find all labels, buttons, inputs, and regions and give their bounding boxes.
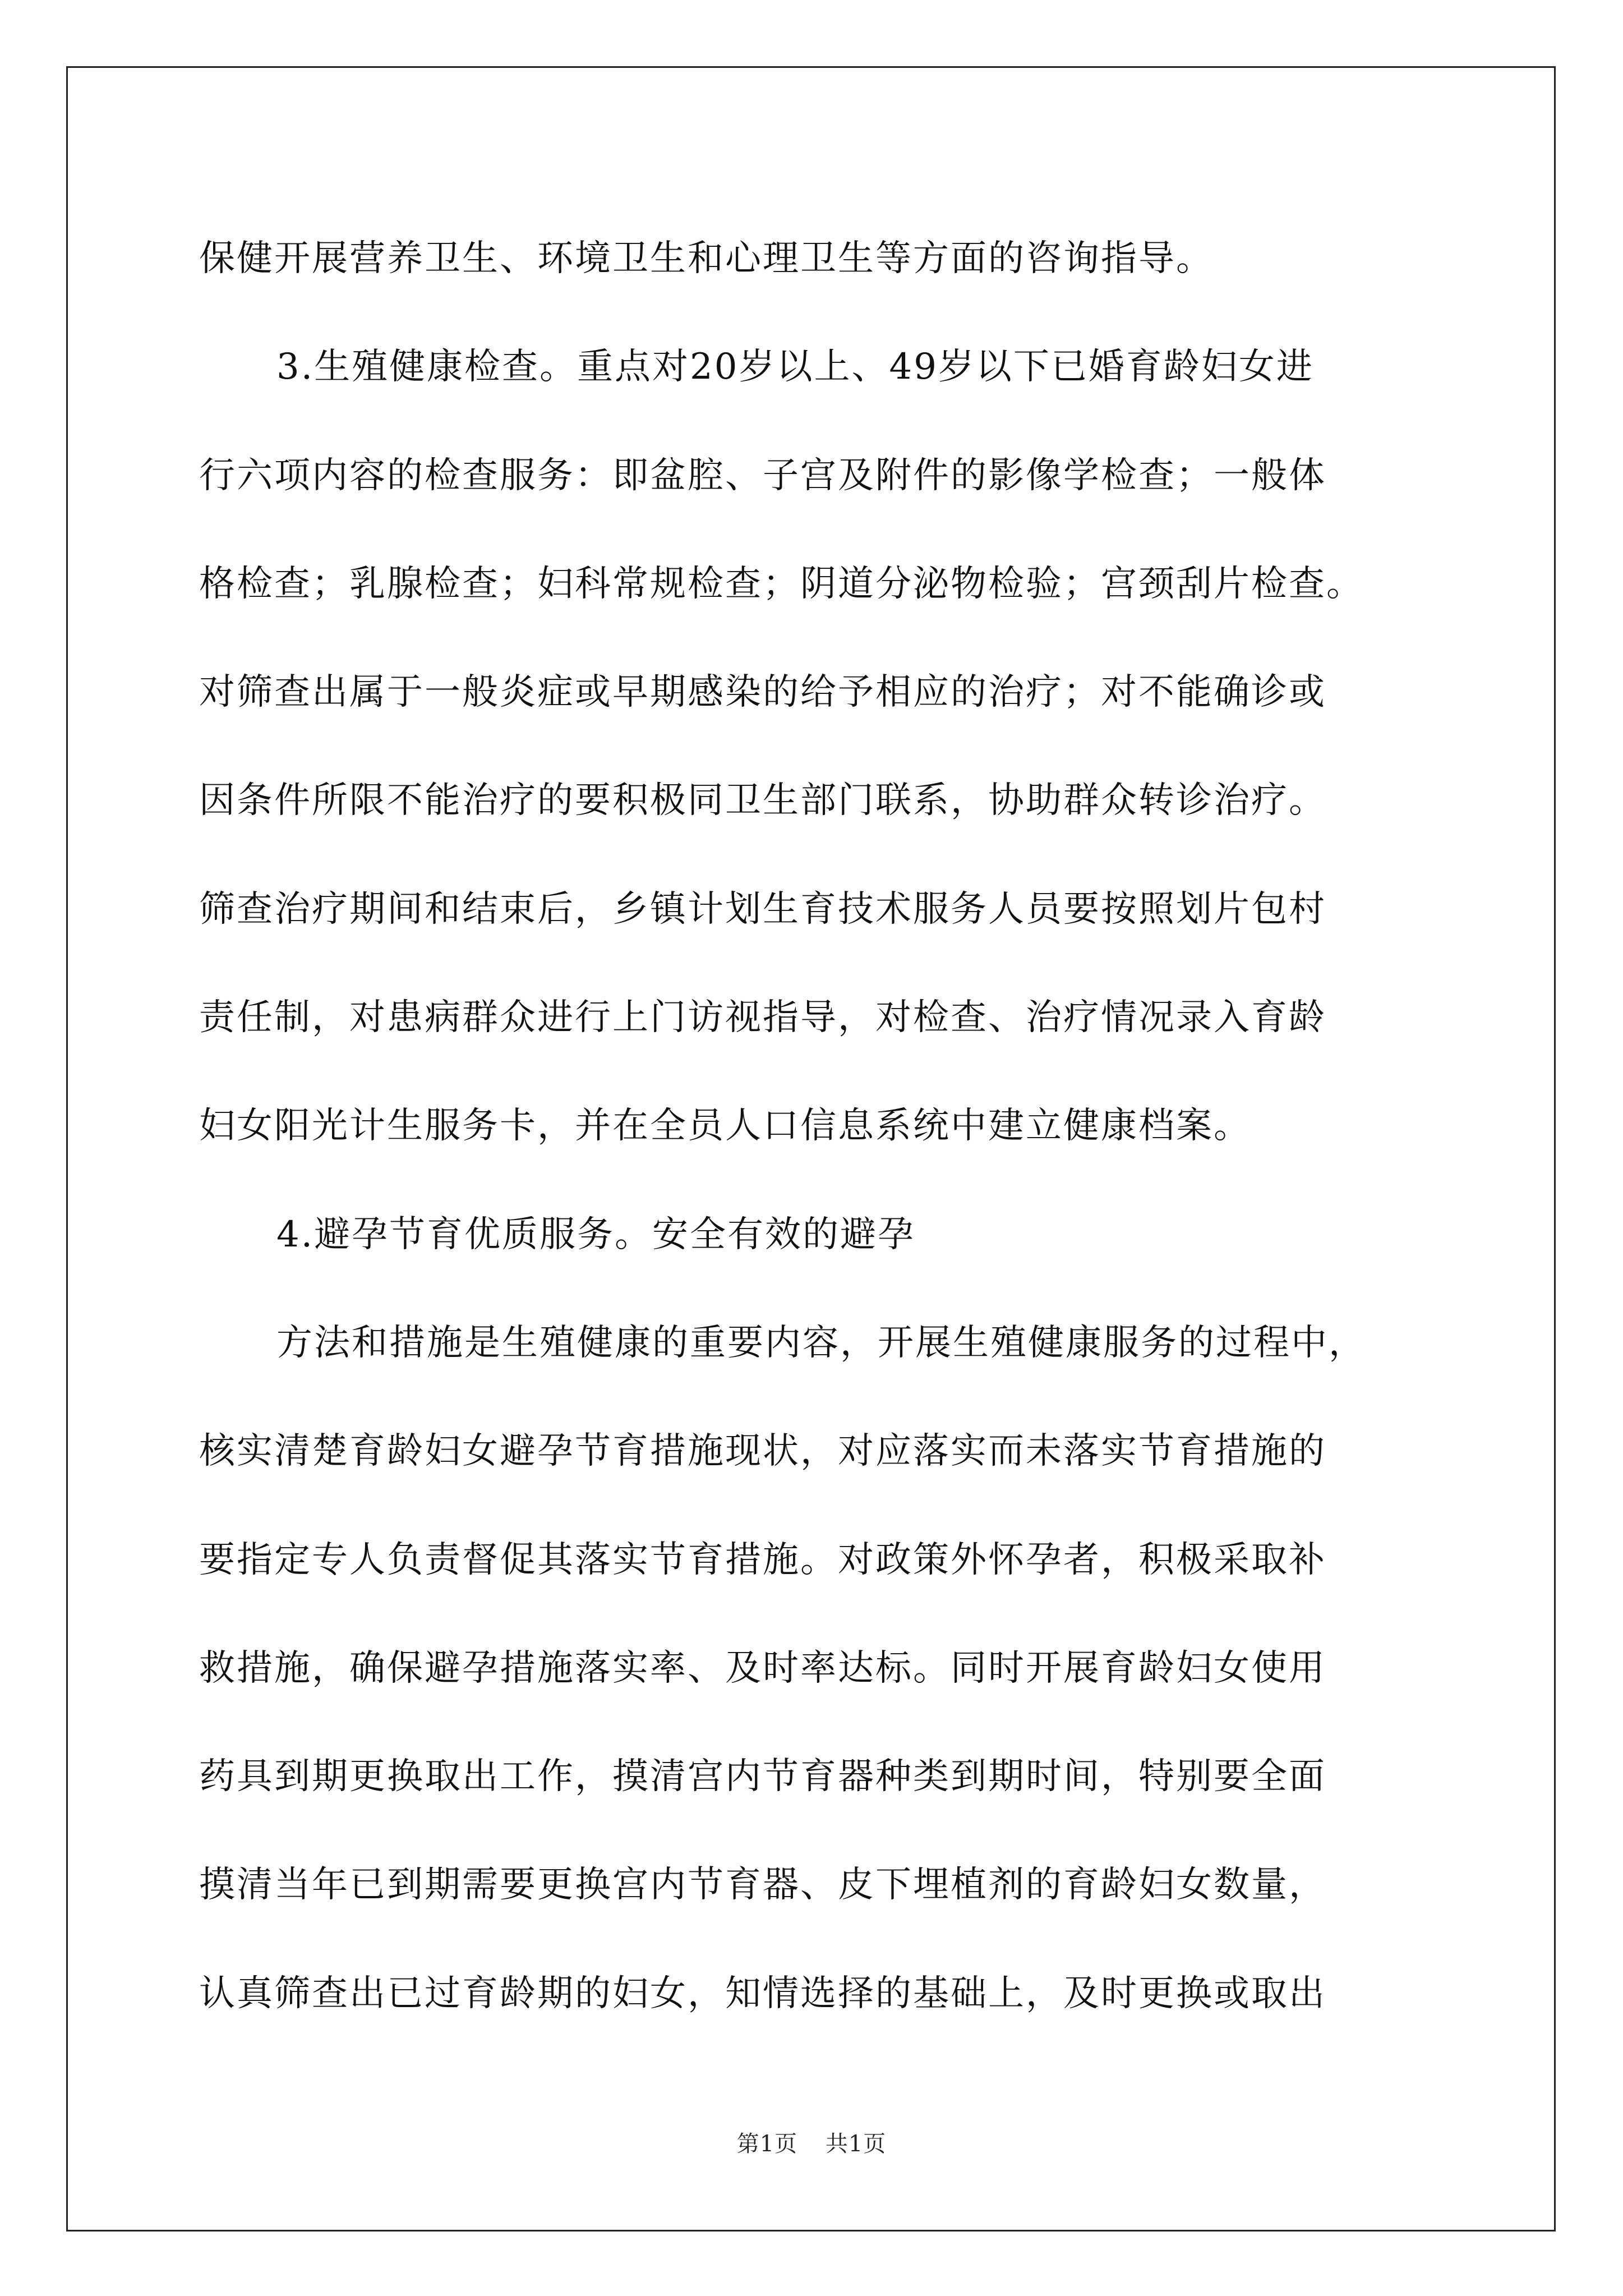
text-line: 摸清当年已到期需要更换宫内节育器、皮下埋植剂的育龄妇女数量， — [199, 1864, 1326, 1906]
page-total: 共1页 — [825, 2131, 887, 2157]
text-line: 药具到期更换取出工作，摸清宫内节育器种类到期时间，特别要全面 — [199, 1756, 1326, 1798]
text-line: 认真筛查出已过育龄期的妇女，知情选择的基础上，及时更换或取出 — [199, 1972, 1326, 2014]
text-line: 妇女阳光计生服务卡，并在全员人口信息系统中建立健康档案。 — [199, 1105, 1251, 1147]
text-line: 保健开展营养卫生、环境卫生和心理卫生等方面的咨询指导。 — [199, 238, 1214, 279]
text-line: 核实清楚育龄妇女避孕节育措施现状，对应落实而未落实节育措施的 — [199, 1430, 1326, 1473]
text-line: 责任制，对患病群众进行上门访视指导，对检查、治疗情况录入育龄 — [199, 997, 1326, 1039]
text-line: 要指定专人负责督促其落实节育措施。对政策外怀孕者，积极采取补 — [199, 1539, 1326, 1581]
document-body — [199, 205, 1441, 2048]
text-line: 4.避孕节育优质服务。安全有效的避孕 — [276, 1213, 916, 1255]
text-line: 行六项内容的检查服务：即盆腔、子宫及附件的影像学检查；一般体 — [199, 454, 1326, 496]
text-line: 方法和措施是生殖健康的重要内容，开展生殖健康服务的过程中， — [276, 1322, 1366, 1364]
text-line: 因条件所限不能治疗的要积极同卫生部门联系，协助群众转诊治疗。 — [199, 780, 1326, 822]
text-line: 格检查；乳腺检查；妇科常规检查；阴道分泌物检验；宫颈刮片检查。 — [199, 563, 1364, 605]
text-line: 救措施，确保避孕措施落实率、及时率达标。同时开展育龄妇女使用 — [199, 1647, 1326, 1689]
text-line: 3.生殖健康检查。重点对20岁以上、49岁以下已婚育龄妇女进 — [276, 346, 1314, 388]
page-footer — [0, 2126, 1623, 2158]
text-line: 对筛查出属于一般炎症或早期感染的给予相应的治疗；对不能确诊或 — [199, 671, 1326, 714]
page-number: 第1页 — [736, 2131, 798, 2157]
text-line: 筛查治疗期间和结束后，乡镇计划生育技术服务人员要按照划片包村 — [199, 888, 1326, 930]
